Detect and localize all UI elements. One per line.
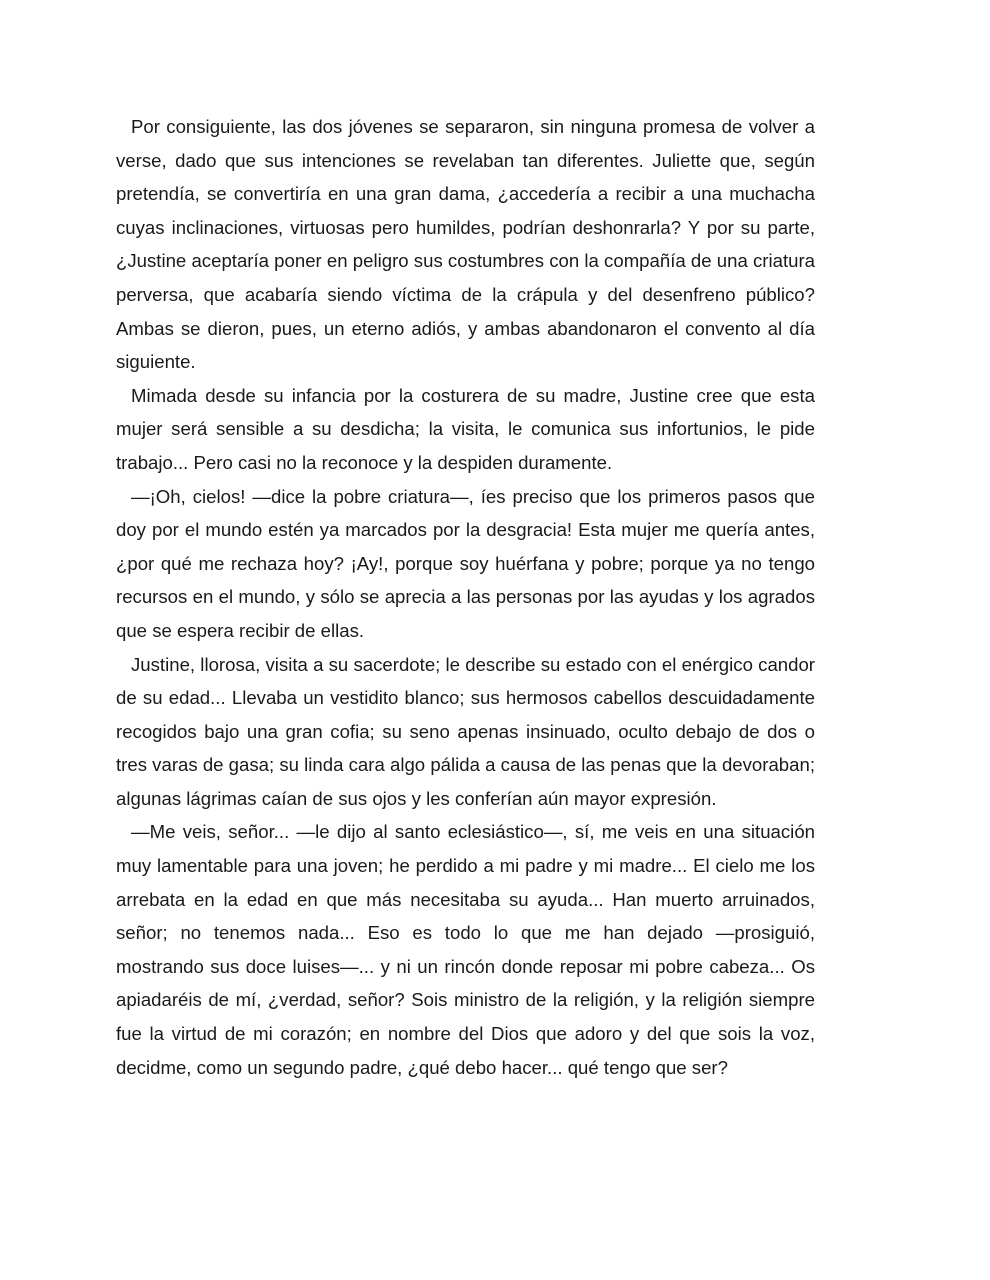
paragraph-4: Justine, llorosa, visita a su sacerdote; le describe su estado con el enérgico candor de su edad... Llevaba un vestidito blanco; sus hermosos cabellos descuidadamente recogidos bajo una gran cofia; su seno apenas insinuado, oculto debajo de dos o tres varas de gasa; su linda cara algo pálida a causa de las penas que la devoraban; algunas lágrimas caían de sus ojos y les conferían aún mayor expresión. — [116, 653, 815, 809]
paragraph-1: Por consiguiente, las dos jóvenes se separaron, sin ninguna promesa de volver a verse, dado que sus intenciones se revelaban tan diferentes. Juliette que, según pretendía, se convertiría en una gran dama, ¿accedería a recibir a una muchacha cuyas inclinaciones, virtuosas pero humildes, podrían deshonrarla? Y por su parte, ¿Justine aceptaría poner en peligro sus costumbres con la compañía de una criatura perversa, que acabaría siendo víctima de la crápula y del desenfreno público? Ambas se dieron, pues, un eterno adiós, y ambas abandonaron el convento al día siguiente. — [116, 116, 815, 373]
paragraph-5: —Me veis, señor... —le dijo al santo eclesiástico—, sí, me veis en una situación muy lamentable para una joven; he perdido a mi padre y mi madre... El cielo me los arrebata en la edad en que más necesitaba su ayuda... Han muerto arruinados, señor; no tenemos nada... Eso es todo lo que me han dejado —prosiguió, mostrando sus doce luises—... y ni un rincón donde reposar mi pobre cabeza... Os apiadaréis de mí, ¿verdad, señor? Sois ministro de la religión, y la religión siempre fue la virtud de mi corazón; en nombre del Dios que adoro y del que sois la voz, decidme, como un segundo padre, ¿qué debo hacer... qué tengo que ser? — [116, 821, 815, 1078]
paragraph-3: —¡Oh, cielos! —dice la pobre criatura—, íes preciso que los primeros pasos que doy por el mundo estén ya marcados por la desgracia! Esta mujer me quería antes, ¿por qué me rechaza hoy? ¡Ay!, porque soy huérfana y pobre; porque ya no tengo recursos en el mundo, y sólo se aprecia a las personas por las ayudas y los agrados que se espera recibir de ellas. — [116, 485, 815, 641]
body-text — [116, 110, 815, 1084]
paragraph-2: Mimada desde su infancia por la costurera de su madre, Justine cree que esta mujer será sensible a su desdicha; la visita, le comunica sus infortunios, le pide trabajo... Pero casi no la reconoce y la despiden duramente. — [116, 384, 815, 473]
